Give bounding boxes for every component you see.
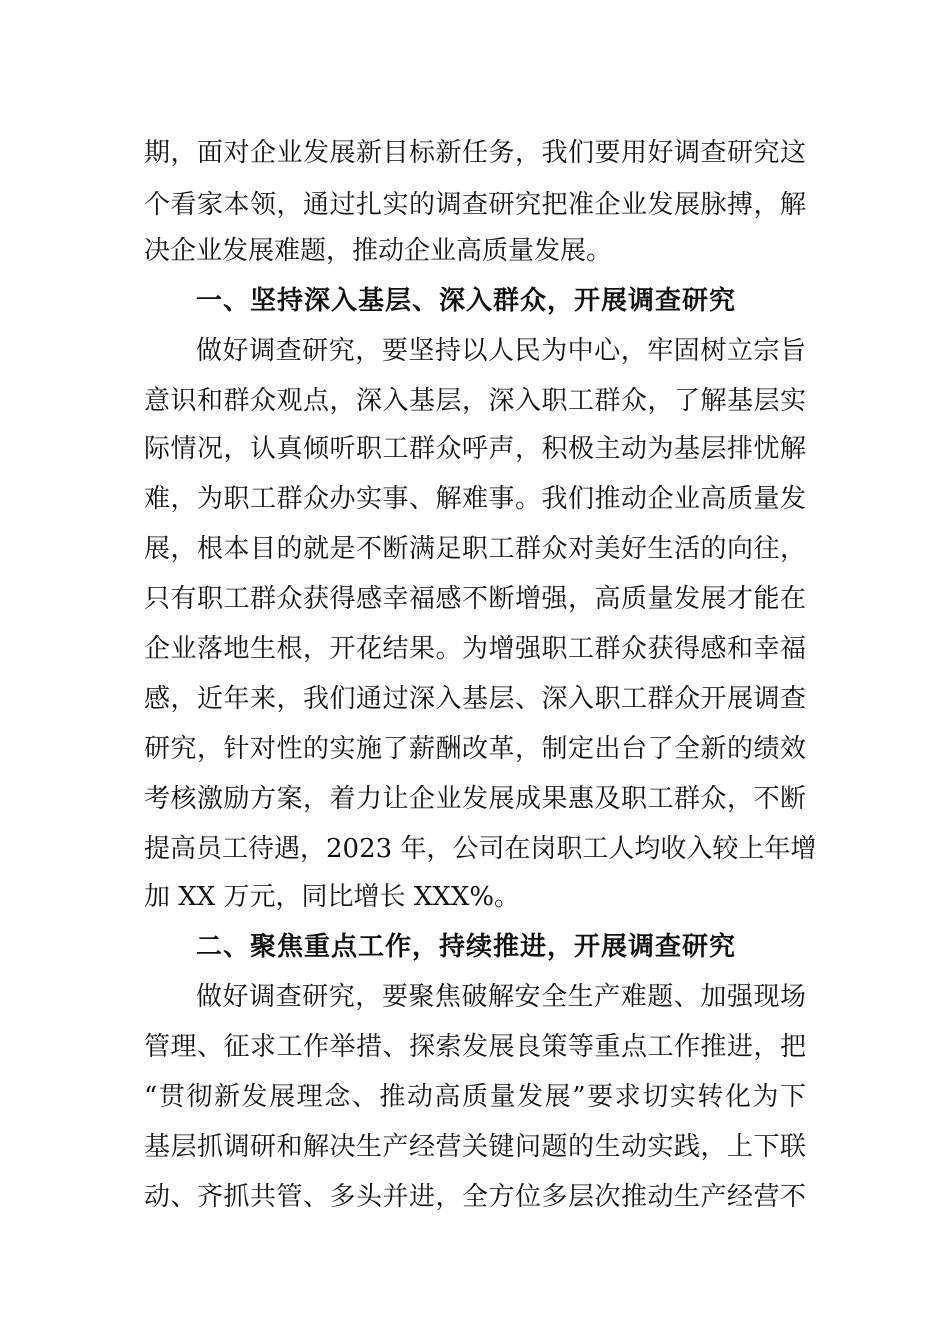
paragraph-3-line-1: 做好调查研究，要聚焦破解安全生产难题、加强现场 <box>196 982 806 1012</box>
paragraph-3-line-5: 动、齐抓共管、多头并进，全方位多层次推动生产经营不 <box>144 1182 806 1212</box>
section-heading-2: 二、聚焦重点工作，持续推进，开展调查研究 <box>196 932 737 962</box>
section-heading-1: 一、坚持深入基层、深入群众，开展调查研究 <box>196 286 737 316</box>
paragraph-3-line-2: 管理、征求工作举措、探索发展良策等重点工作推进，把 <box>144 1032 806 1062</box>
paragraph-2-line-6: 只有职工群众获得感幸福感不断增强，高质量发展才能在 <box>144 584 806 614</box>
paragraph-1-line-1: 期，面对企业发展新目标新任务，我们要用好调查研究这 <box>144 138 806 168</box>
paragraph-2-line-11: 提高员工待遇，2023 年，公司在岗职工人均收入较上年增 <box>144 834 817 864</box>
paragraph-2-line-9: 研究，针对性的实施了薪酬改革，制定出台了全新的绩效 <box>144 734 806 764</box>
paragraph-3-line-4: 基层抓调研和解决生产经营关键问题的生动实践，上下联 <box>144 1132 806 1162</box>
paragraph-2-line-2: 意识和群众观点，深入基层，深入职工群众，了解基层实 <box>144 386 806 416</box>
paragraph-2-line-1: 做好调查研究，要坚持以人民为中心，牢固树立宗旨 <box>196 336 806 366</box>
paragraph-2-line-7: 企业落地生根，开花结果。为增强职工群众获得感和幸福 <box>144 634 806 664</box>
paragraph-1-line-3: 决企业发展难题，推动企业高质量发展。 <box>144 236 613 266</box>
paragraph-3-line-3: “贯彻新发展理念、推动高质量发展”要求切实转化为下 <box>144 1082 806 1112</box>
paragraph-2-line-4: 难，为职工群众办实事、解难事。我们推动企业高质量发 <box>144 484 806 514</box>
paragraph-2-line-8: 感，近年来，我们通过深入基层、深入职工群众开展调查 <box>144 684 806 714</box>
paragraph-2-line-12: 加 XX 万元，同比增长 XXX%。 <box>144 882 521 912</box>
paragraph-1-line-2: 个看家本领，通过扎实的调查研究把准企业发展脉搏，解 <box>144 190 806 220</box>
paragraph-2-line-5: 展，根本目的就是不断满足职工群众对美好生活的向往， <box>144 534 806 564</box>
paragraph-2-line-3: 际情况，认真倾听职工群众呼声，积极主动为基层排忧解 <box>144 434 806 464</box>
paragraph-2-line-10: 考核激励方案，着力让企业发展成果惠及职工群众，不断 <box>144 784 806 814</box>
